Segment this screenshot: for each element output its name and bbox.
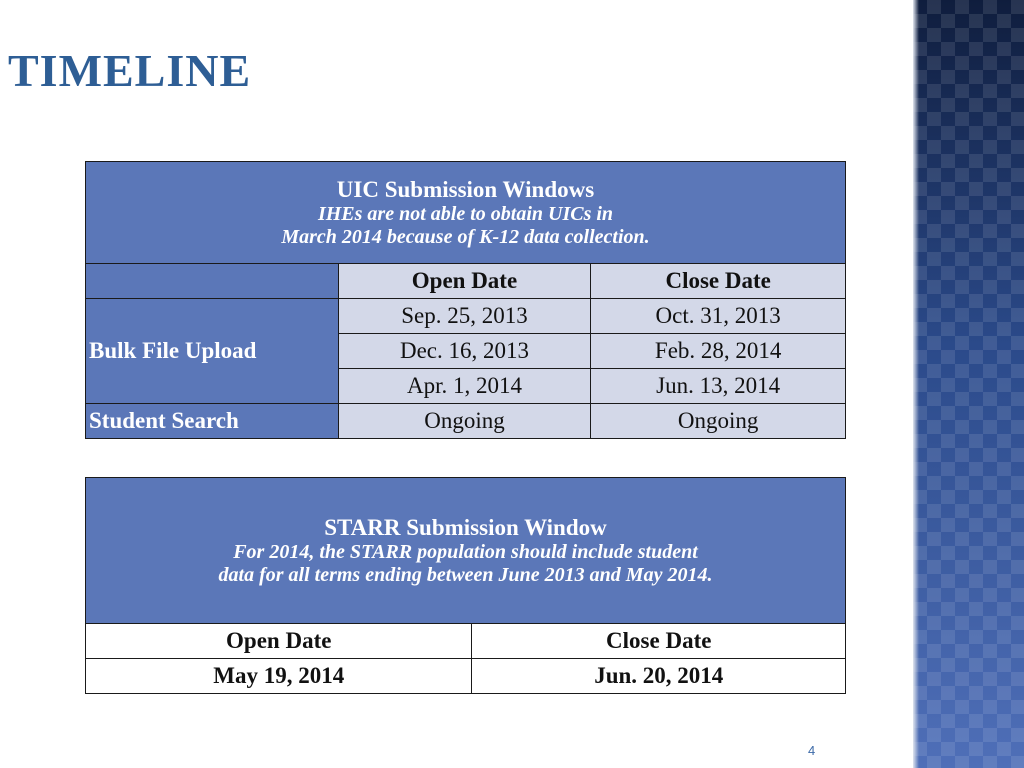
starr-header-cell	[86, 478, 846, 624]
bulk-close-date-2: Feb. 28, 2014	[591, 334, 846, 369]
decorative-side-panel	[913, 0, 1024, 768]
uic-submission-table	[85, 161, 846, 439]
starr-close-date: Jun. 20, 2014	[472, 659, 846, 694]
table-row	[86, 299, 846, 334]
student-search-open-date: Ongoing	[338, 404, 591, 439]
uic-table-title: UIC Submission Windows	[336, 176, 595, 202]
starr-table-title: STARR Submission Window	[324, 514, 607, 540]
uic-header-cell	[86, 162, 846, 264]
table-row	[86, 659, 846, 694]
uic-close-date-header: Close Date	[591, 264, 846, 299]
table-row	[86, 404, 846, 439]
bulk-open-date-2: Dec. 16, 2013	[338, 334, 591, 369]
starr-subtitle-line-1: For 2014, the STARR population should include student	[233, 540, 698, 563]
bulk-close-date-1: Oct. 31, 2013	[591, 299, 846, 334]
bulk-open-date-3: Apr. 1, 2014	[338, 369, 591, 404]
bulk-close-date-3: Jun. 13, 2014	[591, 369, 846, 404]
starr-close-date-header: Close Date	[472, 624, 846, 659]
bulk-file-upload-label: Bulk File Upload	[86, 299, 339, 404]
page-number: 4	[808, 743, 816, 758]
uic-subtitle-line-2: March 2014 because of K-12 data collection.	[281, 225, 650, 248]
starr-column-header-row	[86, 624, 846, 659]
starr-header-row	[86, 478, 846, 624]
uic-column-header-row	[86, 264, 846, 299]
starr-open-date-header: Open Date	[86, 624, 472, 659]
starr-subtitle-line-2: data for all terms ending between June 2013 and May 2014.	[218, 563, 713, 586]
student-search-close-date: Ongoing	[591, 404, 846, 439]
uic-header-row	[86, 162, 846, 264]
slide-title: TIMELINE	[8, 45, 252, 96]
bulk-open-date-1: Sep. 25, 2013	[338, 299, 591, 334]
starr-submission-table	[85, 477, 846, 694]
uic-open-date-header: Open Date	[338, 264, 591, 299]
student-search-label: Student Search	[86, 404, 339, 439]
starr-open-date: May 19, 2014	[86, 659, 472, 694]
uic-empty-corner-cell	[86, 264, 339, 299]
uic-subtitle-line-1: IHEs are not able to obtain UICs in	[317, 202, 614, 225]
